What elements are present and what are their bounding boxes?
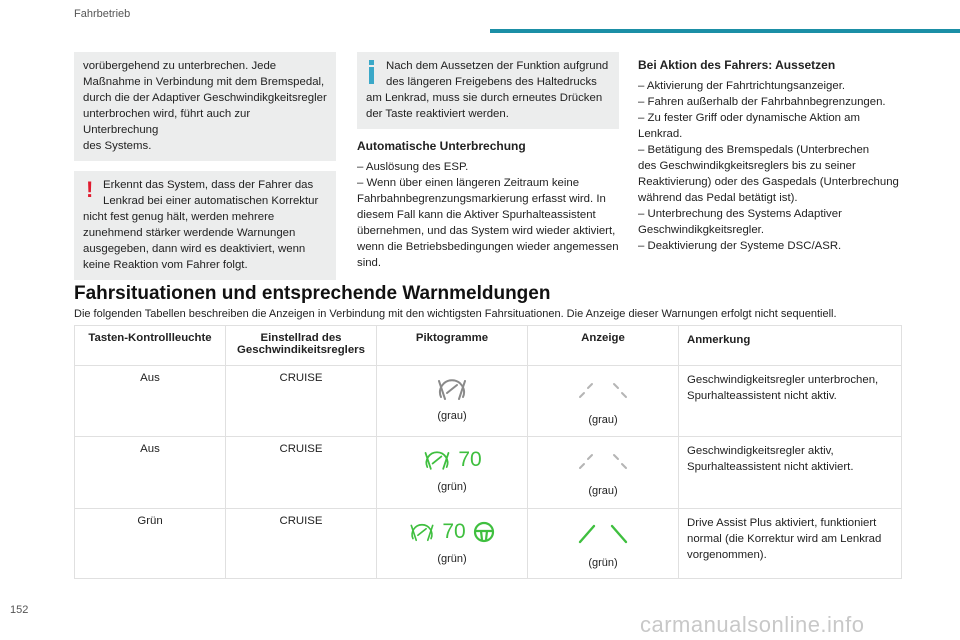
heading-automatic-interruption: Automatische Unterbrechung: [357, 139, 526, 153]
info-text: Nach dem Aussetzen der Funktion aufgrund des längeren Freigebens des Haltedrucks am Lenkrad, muss sie durch erneutes Drücken der Taste reaktiviert werden.: [366, 60, 609, 120]
column-2: [357, 52, 619, 271]
display-cell: [528, 366, 679, 437]
column-header-display: Anzeige: [528, 326, 679, 366]
page-number: 152: [10, 604, 29, 616]
lamp-cell: Aus: [75, 437, 226, 509]
steering-wheel-icon: [472, 520, 496, 544]
lane-lines-icon: [568, 449, 638, 479]
column-header-pictograms: Piktogramme: [377, 326, 528, 366]
lane-steering-icon: [435, 375, 469, 403]
section-intro: Die folgenden Tabellen beschreiben die Anzeigen in Verbindung mit den wichtigsten Fahrsituationen. Die Anzeige dieser Warnungen erfolgt nicht sequentiell.: [74, 308, 837, 320]
column-1: [74, 52, 336, 290]
info-icon: [366, 58, 380, 88]
column-header-note: Anmerkung: [679, 326, 902, 366]
speed-setting: 70: [458, 448, 482, 471]
table-row: [75, 366, 902, 437]
warning-text: Erkennt das System, dass der Fahrer das Lenkrad bei einer automatischen Korrektur nicht fest genug hält, werden mehrere zunehmend stärker werdende Warnungen ausgegeben, dann wird es deaktiviert, wenn keine Reaktion vom Fahrer folgt.: [83, 179, 319, 271]
warning-table: [74, 325, 902, 579]
display-caption: (grün): [588, 557, 618, 569]
display-cell: [528, 509, 679, 579]
section-title: Fahrsituationen und entsprechende Warnmeldungen: [74, 283, 551, 304]
wheel-cell: CRUISE: [226, 366, 377, 437]
header-accent-bar: [490, 29, 960, 33]
pictogram-cell: [377, 509, 528, 579]
heading-driver-action: Bei Aktion des Fahrers: Aussetzen: [638, 58, 836, 72]
section-header-label: Fahrbetrieb: [74, 8, 131, 20]
pictogram-cell: [377, 437, 528, 509]
wheel-cell: CRUISE: [226, 437, 377, 509]
display-caption: (grau): [588, 414, 618, 426]
info-box: [357, 52, 619, 129]
lane-lines-icon: [568, 521, 638, 551]
pictogram-caption: (grau): [437, 410, 467, 422]
warning-exclamation-icon: !: [86, 177, 94, 202]
watermark: carmanualsonline.info: [640, 612, 865, 637]
pictogram-caption: (grün): [437, 481, 467, 493]
wheel-cell: CRUISE: [226, 509, 377, 579]
pictogram-cell: [377, 366, 528, 437]
table-row: [75, 437, 902, 509]
driver-action-list: – Aktivierung der Fahrtrichtungsanzeiger. – Fahren außerhalb der Fahrbahnbegrenzungen. – Zu fester Griff oder dynamische Aktion am Lenkrad. – Betätigung des Bremspedals (Unterbrechen des Geschwindikgkeitsreglers bis zu seiner Reaktivierung) oder des Gaspedals (Unterbrechung während das Pedal betätigt ist). – Unterbrechung des Systems Adaptiver Geschwindikgkeitsregler. – Deaktivierung der Systeme DSC/ASR.: [638, 80, 899, 252]
lane-lines-icon: [568, 378, 638, 408]
automatic-interruption-list: – Auslösung des ESP. – Wenn über einen längeren Zeitraum keine Fahrbahnbegrenzungsmarkierung erfasst wird. In diesem Fall kann die Aktiver Spurhalteassistent übernehmen, und das System wird wieder aktiviert, wenn die Betriebsbedingungen wieder angemessen sind.: [357, 161, 619, 269]
table-row: [75, 509, 902, 579]
warning-box: [74, 171, 336, 280]
lane-steering-icon: [408, 520, 436, 544]
lamp-cell: Aus: [75, 366, 226, 437]
note-box-continuation: [74, 52, 336, 161]
lane-steering-icon: [422, 447, 452, 473]
column-3: [638, 52, 904, 254]
display-cell: [528, 437, 679, 509]
note-cell: Geschwindigkeitsregler unterbrochen, Spurhalteassistent nicht aktiv.: [679, 366, 902, 437]
note-cell: Drive Assist Plus aktiviert, funktioniert normal (die Korrektur wird am Lenkrad vorgenommen).: [679, 509, 902, 579]
column-header-lamp: Tasten-Kontrollleuchte: [75, 326, 226, 366]
speed-setting: 70: [442, 520, 466, 543]
lamp-cell: Grün: [75, 509, 226, 579]
note-text: vorübergehend zu unterbrechen. Jede Maßnahme in Verbindung mit dem Bremspedal, durch die der Adaptiver Geschwindikgkeitsregler unterbrochen wird, führt auch zur Unterbrechung des Systems.: [83, 60, 327, 152]
pictogram-caption: (grün): [437, 553, 467, 565]
note-cell: Geschwindigkeitsregler aktiv, Spurhalteassistent nicht aktiviert.: [679, 437, 902, 509]
display-caption: (grau): [588, 485, 618, 497]
table-header-row: [75, 326, 902, 366]
column-header-wheel: Einstellrad des Geschwindikeitsreglers: [226, 326, 377, 366]
